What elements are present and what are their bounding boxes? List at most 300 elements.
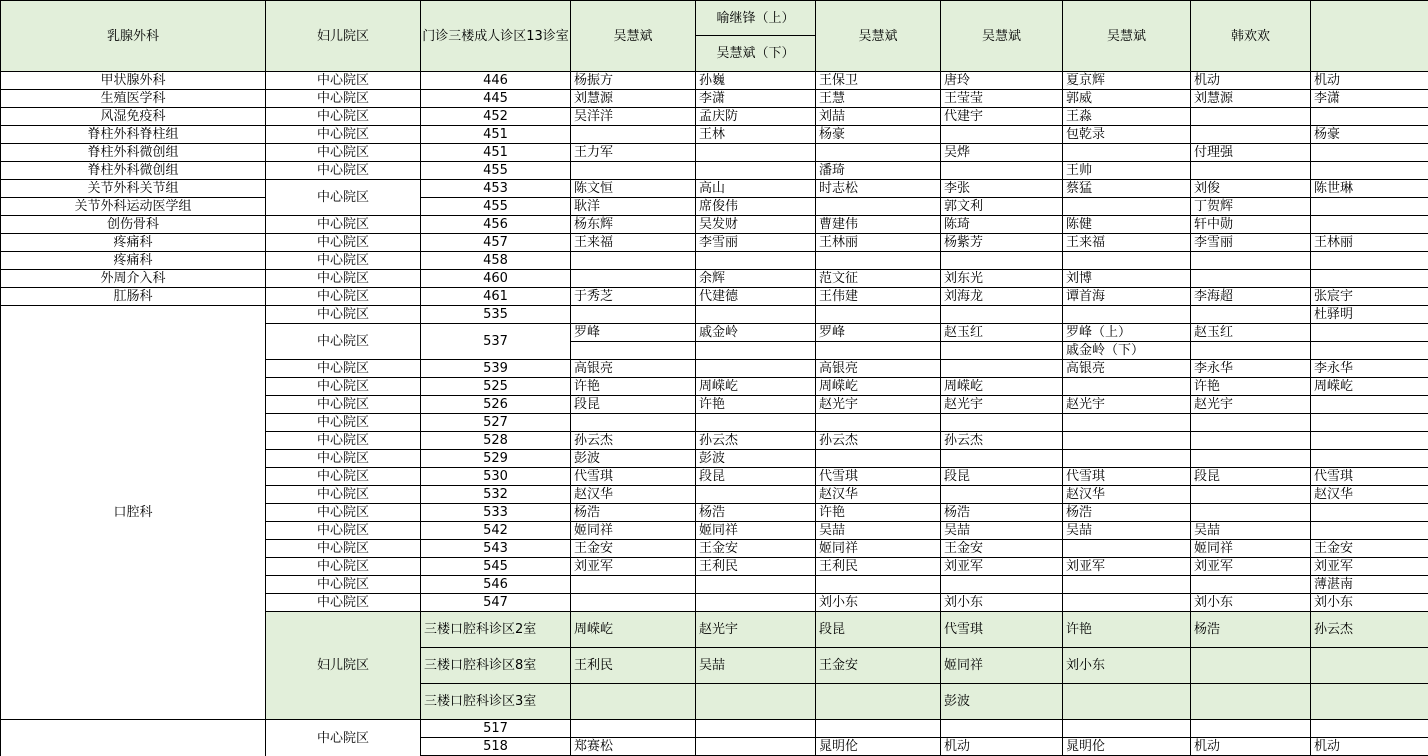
doctor-cell[interactable] <box>571 594 696 612</box>
doctor-cell[interactable]: 晁明伦 <box>1063 738 1191 756</box>
doctor-cell[interactable] <box>1063 594 1191 612</box>
doctor-cell[interactable]: 王利民 <box>571 648 696 684</box>
doctor-cell[interactable]: 罗峰 <box>816 324 941 342</box>
doctor-cell[interactable]: 机动 <box>1311 738 1428 756</box>
campus-cell[interactable]: 中心院区 <box>266 90 421 108</box>
doctor-cell[interactable] <box>1063 576 1191 594</box>
doctor-cell[interactable]: 吴喆 <box>1063 522 1191 540</box>
doctor-cell[interactable]: 许艳 <box>1063 612 1191 648</box>
doctor-cell[interactable]: 杜驿明 <box>1311 306 1428 324</box>
doctor-cell[interactable]: 刘亚军 <box>571 558 696 576</box>
doctor-cell[interactable] <box>696 306 816 324</box>
doctor-cell[interactable]: 姬同祥 <box>696 522 816 540</box>
doctor-cell[interactable]: 高银亮 <box>571 360 696 378</box>
doctor-cell[interactable]: 机动 <box>1191 738 1311 756</box>
doctor-cell[interactable] <box>1191 162 1311 180</box>
campus-cell[interactable]: 中心院区 <box>266 144 421 162</box>
doctor-cell[interactable]: 陈琦 <box>941 216 1063 234</box>
doctor-cell[interactable] <box>941 450 1063 468</box>
doctor-cell[interactable] <box>941 360 1063 378</box>
doctor-cell[interactable] <box>1191 252 1311 270</box>
doctor-cell[interactable]: 刘亚军 <box>941 558 1063 576</box>
doctor-cell[interactable]: 彭波 <box>571 450 696 468</box>
doctor-cell[interactable] <box>1191 720 1311 738</box>
doctor-cell[interactable]: 刘亚军 <box>1311 558 1428 576</box>
doctor-cell[interactable]: 段昆 <box>696 468 816 486</box>
doctor-cell[interactable] <box>816 198 941 216</box>
header-doctor-col-bottom[interactable]: 吴慧斌（下） <box>696 36 816 72</box>
doctor-cell[interactable]: 刘慧源 <box>1191 90 1311 108</box>
room-cell[interactable]: 525 <box>421 378 571 396</box>
doctor-cell[interactable] <box>1063 720 1191 738</box>
doctor-cell[interactable] <box>1311 522 1428 540</box>
doctor-cell[interactable]: 高银亮 <box>1063 360 1191 378</box>
doctor-cell[interactable] <box>1191 108 1311 126</box>
doctor-cell[interactable]: 姬同祥 <box>941 648 1063 684</box>
room-cell[interactable]: 539 <box>421 360 571 378</box>
doctor-cell[interactable]: 余辉 <box>696 270 816 288</box>
doctor-cell[interactable]: 孙云杰 <box>571 432 696 450</box>
department-cell[interactable]: 风湿免疫科 <box>0 108 266 126</box>
doctor-cell[interactable] <box>816 414 941 432</box>
room-cell[interactable]: 451 <box>421 144 571 162</box>
doctor-cell[interactable]: 刘小东 <box>1063 648 1191 684</box>
room-cell[interactable]: 456 <box>421 216 571 234</box>
doctor-cell[interactable] <box>696 684 816 720</box>
doctor-cell[interactable]: 曹建伟 <box>816 216 941 234</box>
room-cell[interactable]: 532 <box>421 486 571 504</box>
doctor-cell[interactable] <box>1311 324 1428 342</box>
department-cell[interactable]: 生殖医学科 <box>0 90 266 108</box>
doctor-cell[interactable]: 李潇 <box>696 90 816 108</box>
campus-cell[interactable]: 中心院区 <box>266 414 421 432</box>
doctor-cell[interactable] <box>1311 720 1428 738</box>
doctor-cell[interactable]: 赵汉华 <box>571 486 696 504</box>
doctor-cell[interactable]: 段昆 <box>941 468 1063 486</box>
doctor-cell[interactable]: 王金安 <box>696 540 816 558</box>
department-cell[interactable] <box>0 720 266 756</box>
doctor-cell[interactable]: 王林 <box>696 126 816 144</box>
doctor-cell[interactable]: 王金安 <box>571 540 696 558</box>
doctor-cell[interactable]: 王利民 <box>816 558 941 576</box>
doctor-cell[interactable]: 刘慧源 <box>571 90 696 108</box>
doctor-cell[interactable]: 王来福 <box>571 234 696 252</box>
doctor-cell[interactable]: 王林丽 <box>816 234 941 252</box>
doctor-cell[interactable] <box>1063 198 1191 216</box>
doctor-cell[interactable]: 刘博 <box>1063 270 1191 288</box>
doctor-cell[interactable] <box>571 414 696 432</box>
doctor-cell[interactable]: 李张 <box>941 180 1063 198</box>
room-cell[interactable]: 528 <box>421 432 571 450</box>
doctor-cell[interactable]: 谭首海 <box>1063 288 1191 306</box>
doctor-cell[interactable]: 赵汉华 <box>816 486 941 504</box>
doctor-cell[interactable]: 姬同祥 <box>1191 540 1311 558</box>
doctor-cell[interactable]: 郭威 <box>1063 90 1191 108</box>
doctor-cell[interactable]: 李雪丽 <box>1191 234 1311 252</box>
header-doctor-col[interactable]: 吴慧斌 <box>941 0 1063 72</box>
doctor-cell[interactable]: 李永华 <box>1311 360 1428 378</box>
doctor-cell[interactable]: 代雪琪 <box>941 612 1063 648</box>
doctor-cell[interactable]: 代雪琪 <box>571 468 696 486</box>
doctor-cell[interactable]: 陈世琳 <box>1311 180 1428 198</box>
room-cell[interactable]: 458 <box>421 252 571 270</box>
doctor-cell[interactable] <box>1311 414 1428 432</box>
doctor-cell[interactable]: 赵玉红 <box>1191 324 1311 342</box>
doctor-cell[interactable] <box>816 450 941 468</box>
doctor-cell[interactable]: 赵光宇 <box>816 396 941 414</box>
doctor-cell[interactable]: 付理强 <box>1191 144 1311 162</box>
doctor-cell[interactable] <box>571 684 696 720</box>
campus-cell[interactable]: 中心院区 <box>266 432 421 450</box>
doctor-cell[interactable]: 代雪琪 <box>1063 468 1191 486</box>
campus-cell[interactable]: 中心院区 <box>266 270 421 288</box>
doctor-cell[interactable] <box>1191 342 1311 360</box>
doctor-cell[interactable]: 刘小东 <box>941 594 1063 612</box>
room-cell[interactable]: 453 <box>421 180 571 198</box>
doctor-cell[interactable]: 李潇 <box>1311 90 1428 108</box>
room-cell-merged[interactable]: 537 <box>421 324 571 360</box>
doctor-cell[interactable]: 许艳 <box>1191 378 1311 396</box>
doctor-cell[interactable] <box>1311 684 1428 720</box>
doctor-cell[interactable]: 彭波 <box>696 450 816 468</box>
room-cell[interactable]: 445 <box>421 90 571 108</box>
doctor-cell[interactable] <box>1063 378 1191 396</box>
doctor-cell[interactable]: 李雪丽 <box>696 234 816 252</box>
doctor-cell[interactable] <box>1311 342 1428 360</box>
doctor-cell[interactable] <box>571 162 696 180</box>
doctor-cell[interactable]: 机动 <box>941 738 1063 756</box>
doctor-cell[interactable] <box>1311 504 1428 522</box>
doctor-cell[interactable]: 王力军 <box>571 144 696 162</box>
doctor-cell[interactable]: 罗峰 <box>571 324 696 342</box>
doctor-cell[interactable]: 段昆 <box>816 612 941 648</box>
department-cell[interactable]: 甲状腺外科 <box>0 72 266 90</box>
department-cell[interactable]: 关节外科运动医学组 <box>0 198 266 216</box>
doctor-cell[interactable] <box>1063 540 1191 558</box>
doctor-cell[interactable]: 潘琦 <box>816 162 941 180</box>
header-doctor-col[interactable]: 吴慧斌 <box>571 0 696 72</box>
doctor-cell[interactable] <box>1063 684 1191 720</box>
department-cell[interactable]: 脊柱外科微创组 <box>0 144 266 162</box>
doctor-cell[interactable]: 孙云杰 <box>941 432 1063 450</box>
doctor-cell[interactable] <box>1063 306 1191 324</box>
room-cell[interactable]: 518 <box>421 738 571 756</box>
doctor-cell[interactable]: 杨紫芳 <box>941 234 1063 252</box>
doctor-cell[interactable]: 薄湛南 <box>1311 576 1428 594</box>
doctor-cell[interactable] <box>696 720 816 738</box>
doctor-cell[interactable] <box>1063 432 1191 450</box>
department-cell-stomatology[interactable]: 口腔科 <box>0 306 266 720</box>
department-cell[interactable]: 外周介入科 <box>0 270 266 288</box>
doctor-cell[interactable]: 蔡猛 <box>1063 180 1191 198</box>
doctor-cell[interactable] <box>1311 648 1428 684</box>
doctor-cell[interactable] <box>1191 450 1311 468</box>
doctor-cell[interactable] <box>1311 198 1428 216</box>
room-cell[interactable]: 三楼口腔科诊区8室 <box>421 648 571 684</box>
room-cell[interactable]: 533 <box>421 504 571 522</box>
header-campus[interactable]: 妇儿院区 <box>266 0 421 72</box>
doctor-cell[interactable]: 轩中勋 <box>1191 216 1311 234</box>
doctor-cell[interactable] <box>941 720 1063 738</box>
doctor-cell[interactable]: 戚金岭 <box>696 324 816 342</box>
doctor-cell[interactable]: 戚金岭（下） <box>1063 342 1191 360</box>
header-doctor-col-top[interactable]: 喻继锋（上） <box>696 0 816 36</box>
doctor-cell[interactable] <box>571 720 696 738</box>
room-cell[interactable]: 547 <box>421 594 571 612</box>
doctor-cell[interactable]: 时志松 <box>816 180 941 198</box>
doctor-cell[interactable] <box>816 576 941 594</box>
doctor-cell[interactable]: 段昆 <box>1191 468 1311 486</box>
room-cell[interactable]: 457 <box>421 234 571 252</box>
campus-cell[interactable]: 中心院区 <box>266 288 421 306</box>
campus-cell[interactable]: 中心院区 <box>266 396 421 414</box>
room-cell[interactable]: 455 <box>421 198 571 216</box>
doctor-cell[interactable]: 孙巍 <box>696 72 816 90</box>
doctor-cell[interactable] <box>1063 252 1191 270</box>
doctor-cell[interactable] <box>571 576 696 594</box>
campus-cell[interactable]: 中心院区 <box>266 594 421 612</box>
doctor-cell[interactable] <box>696 144 816 162</box>
department-cell[interactable]: 关节外科关节组 <box>0 180 266 198</box>
doctor-cell[interactable] <box>941 306 1063 324</box>
doctor-cell[interactable]: 刘亚军 <box>1191 558 1311 576</box>
doctor-cell[interactable]: 许艳 <box>696 396 816 414</box>
doctor-cell[interactable] <box>1191 414 1311 432</box>
room-cell[interactable]: 三楼口腔科诊区3室 <box>421 684 571 720</box>
doctor-cell[interactable] <box>696 414 816 432</box>
doctor-cell[interactable] <box>696 576 816 594</box>
doctor-cell[interactable] <box>1191 126 1311 144</box>
doctor-cell[interactable] <box>1191 270 1311 288</box>
doctor-cell[interactable] <box>696 738 816 756</box>
doctor-cell[interactable]: 杨浩 <box>1191 612 1311 648</box>
campus-cell[interactable]: 中心院区 <box>266 72 421 90</box>
doctor-cell[interactable] <box>571 306 696 324</box>
doctor-cell[interactable]: 段昆 <box>571 396 696 414</box>
department-cell[interactable]: 疼痛科 <box>0 252 266 270</box>
campus-cell[interactable]: 中心院区 <box>266 522 421 540</box>
department-cell[interactable]: 创伤骨科 <box>0 216 266 234</box>
department-cell[interactable]: 疼痛科 <box>0 234 266 252</box>
doctor-cell[interactable]: 杨浩 <box>1063 504 1191 522</box>
doctor-cell[interactable]: 刘海龙 <box>941 288 1063 306</box>
doctor-cell[interactable]: 丁贺辉 <box>1191 198 1311 216</box>
doctor-cell[interactable]: 刘小东 <box>1311 594 1428 612</box>
doctor-cell[interactable]: 代雪琪 <box>1311 468 1428 486</box>
campus-cell[interactable]: 中心院区 <box>266 360 421 378</box>
doctor-cell[interactable]: 吴发财 <box>696 216 816 234</box>
doctor-cell[interactable]: 孙云杰 <box>816 432 941 450</box>
doctor-cell[interactable]: 代建德 <box>696 288 816 306</box>
doctor-cell[interactable] <box>941 414 1063 432</box>
campus-cell[interactable]: 中心院区 <box>266 378 421 396</box>
doctor-cell[interactable]: 王金安 <box>816 648 941 684</box>
doctor-cell[interactable]: 代雪琪 <box>816 468 941 486</box>
doctor-cell[interactable]: 王淼 <box>1063 108 1191 126</box>
campus-cell[interactable]: 中心院区 <box>266 468 421 486</box>
campus-cell-merged[interactable]: 中心院区 <box>266 180 421 216</box>
campus-cell[interactable]: 中心院区 <box>266 558 421 576</box>
doctor-cell[interactable]: 杨浩 <box>696 504 816 522</box>
room-cell[interactable]: 446 <box>421 72 571 90</box>
doctor-cell[interactable]: 刘喆 <box>816 108 941 126</box>
doctor-cell[interactable]: 孙云杰 <box>1311 612 1428 648</box>
doctor-cell[interactable] <box>571 252 696 270</box>
doctor-cell[interactable]: 王莹莹 <box>941 90 1063 108</box>
doctor-cell[interactable]: 吴洋洋 <box>571 108 696 126</box>
doctor-cell[interactable] <box>1063 144 1191 162</box>
department-cell[interactable]: 脊柱外科脊柱组 <box>0 126 266 144</box>
doctor-cell[interactable]: 代建宇 <box>941 108 1063 126</box>
doctor-cell[interactable]: 耿洋 <box>571 198 696 216</box>
doctor-cell[interactable]: 高山 <box>696 180 816 198</box>
doctor-cell[interactable] <box>696 360 816 378</box>
room-cell[interactable]: 543 <box>421 540 571 558</box>
room-cell[interactable]: 535 <box>421 306 571 324</box>
campus-cell[interactable]: 中心院区 <box>266 216 421 234</box>
campus-cell[interactable]: 中心院区 <box>266 108 421 126</box>
room-cell[interactable]: 460 <box>421 270 571 288</box>
campus-cell[interactable]: 中心院区 <box>266 540 421 558</box>
doctor-cell[interactable] <box>1191 486 1311 504</box>
doctor-cell[interactable]: 赵光宇 <box>696 612 816 648</box>
room-cell[interactable]: 452 <box>421 108 571 126</box>
header-room[interactable]: 门诊三楼成人诊区13诊室 <box>421 0 571 72</box>
campus-cell[interactable]: 中心院区 <box>266 126 421 144</box>
doctor-cell[interactable] <box>816 720 941 738</box>
room-cell[interactable]: 542 <box>421 522 571 540</box>
campus-cell[interactable]: 中心院区 <box>266 306 421 324</box>
doctor-cell[interactable]: 赵光宇 <box>1063 396 1191 414</box>
doctor-cell[interactable]: 赵玉红 <box>941 324 1063 342</box>
doctor-cell[interactable] <box>1311 216 1428 234</box>
doctor-cell[interactable]: 高银亮 <box>816 360 941 378</box>
doctor-cell[interactable]: 罗峰（上） <box>1063 324 1191 342</box>
doctor-cell[interactable]: 郑赛松 <box>571 738 696 756</box>
doctor-cell[interactable] <box>696 342 816 360</box>
doctor-cell[interactable]: 孙云杰 <box>696 432 816 450</box>
doctor-cell[interactable]: 赵光宇 <box>1191 396 1311 414</box>
doctor-cell[interactable]: 郭文利 <box>941 198 1063 216</box>
doctor-cell[interactable]: 机动 <box>1191 72 1311 90</box>
room-cell[interactable]: 526 <box>421 396 571 414</box>
doctor-cell[interactable]: 吴喆 <box>696 648 816 684</box>
header-doctor-col[interactable]: 吴慧斌 <box>816 0 941 72</box>
room-cell[interactable]: 455 <box>421 162 571 180</box>
doctor-cell[interactable]: 杨浩 <box>571 504 696 522</box>
doctor-cell[interactable] <box>1311 252 1428 270</box>
doctor-cell[interactable]: 夏京辉 <box>1063 72 1191 90</box>
doctor-cell[interactable]: 周嵘屹 <box>571 612 696 648</box>
campus-cell[interactable]: 中心院区 <box>266 450 421 468</box>
campus-cell[interactable]: 中心院区 <box>266 576 421 594</box>
doctor-cell[interactable] <box>1311 108 1428 126</box>
doctor-cell[interactable] <box>1191 648 1311 684</box>
doctor-cell[interactable] <box>1191 576 1311 594</box>
doctor-cell[interactable]: 赵汉华 <box>1063 486 1191 504</box>
doctor-cell[interactable]: 杨东辉 <box>571 216 696 234</box>
doctor-cell[interactable]: 许艳 <box>571 378 696 396</box>
doctor-cell[interactable] <box>1311 396 1428 414</box>
doctor-cell[interactable]: 唐玲 <box>941 72 1063 90</box>
doctor-cell[interactable]: 王来福 <box>1063 234 1191 252</box>
doctor-cell[interactable] <box>1311 450 1428 468</box>
doctor-cell[interactable]: 刘小东 <box>1191 594 1311 612</box>
department-cell[interactable]: 肛肠科 <box>0 288 266 306</box>
doctor-cell[interactable] <box>1311 270 1428 288</box>
doctor-cell[interactable] <box>1191 432 1311 450</box>
campus-cell[interactable]: 中心院区 <box>266 504 421 522</box>
doctor-cell[interactable]: 周嵘屹 <box>941 378 1063 396</box>
doctor-cell[interactable]: 姬同祥 <box>816 540 941 558</box>
room-cell[interactable]: 三楼口腔科诊区2室 <box>421 612 571 648</box>
doctor-cell[interactable] <box>1063 450 1191 468</box>
doctor-cell[interactable] <box>816 252 941 270</box>
doctor-cell[interactable]: 孟庆防 <box>696 108 816 126</box>
doctor-cell[interactable]: 刘亚军 <box>1063 558 1191 576</box>
room-cell[interactable]: 546 <box>421 576 571 594</box>
doctor-cell[interactable]: 王金安 <box>1311 540 1428 558</box>
doctor-cell[interactable] <box>941 126 1063 144</box>
doctor-cell[interactable] <box>571 270 696 288</box>
doctor-cell[interactable] <box>1063 414 1191 432</box>
room-cell[interactable]: 527 <box>421 414 571 432</box>
doctor-cell[interactable]: 姬同祥 <box>571 522 696 540</box>
doctor-cell[interactable]: 杨豪 <box>816 126 941 144</box>
campus-cell[interactable]: 中心院区 <box>266 162 421 180</box>
doctor-cell[interactable]: 赵汉华 <box>1311 486 1428 504</box>
doctor-cell[interactable]: 机动 <box>1311 72 1428 90</box>
header-department[interactable]: 乳腺外科 <box>0 0 266 72</box>
room-cell[interactable]: 530 <box>421 468 571 486</box>
campus-cell[interactable]: 中心院区 <box>266 720 421 756</box>
doctor-cell[interactable]: 刘俊 <box>1191 180 1311 198</box>
campus-cell[interactable]: 中心院区 <box>266 234 421 252</box>
doctor-cell[interactable]: 陈健 <box>1063 216 1191 234</box>
doctor-cell[interactable] <box>941 342 1063 360</box>
doctor-cell[interactable]: 吴喆 <box>941 522 1063 540</box>
doctor-cell[interactable] <box>816 342 941 360</box>
header-doctor-col[interactable]: 韩欢欢 <box>1191 0 1311 72</box>
doctor-cell[interactable] <box>1191 504 1311 522</box>
doctor-cell[interactable] <box>571 342 696 360</box>
doctor-cell[interactable]: 吴喆 <box>1191 522 1311 540</box>
doctor-cell[interactable]: 王慧 <box>816 90 941 108</box>
doctor-cell[interactable] <box>816 684 941 720</box>
doctor-cell[interactable]: 于秀芝 <box>571 288 696 306</box>
doctor-cell[interactable]: 王林丽 <box>1311 234 1428 252</box>
doctor-cell[interactable] <box>941 576 1063 594</box>
doctor-cell[interactable] <box>1311 432 1428 450</box>
doctor-cell[interactable]: 王帅 <box>1063 162 1191 180</box>
doctor-cell[interactable]: 彭波 <box>941 684 1063 720</box>
doctor-cell[interactable]: 刘东光 <box>941 270 1063 288</box>
room-cell[interactable]: 529 <box>421 450 571 468</box>
header-doctor-col[interactable]: 吴慧斌 <box>1063 0 1191 72</box>
doctor-cell[interactable] <box>941 162 1063 180</box>
doctor-cell[interactable] <box>696 486 816 504</box>
doctor-cell[interactable] <box>1311 144 1428 162</box>
doctor-cell[interactable]: 赵光宇 <box>941 396 1063 414</box>
doctor-cell[interactable]: 陈文恒 <box>571 180 696 198</box>
doctor-cell[interactable] <box>696 594 816 612</box>
doctor-cell[interactable] <box>571 126 696 144</box>
campus-cell-merged[interactable]: 中心院区 <box>266 324 421 360</box>
doctor-cell[interactable] <box>696 252 816 270</box>
doctor-cell[interactable] <box>1191 306 1311 324</box>
campus-cell-fuer[interactable]: 妇儿院区 <box>266 612 421 720</box>
doctor-cell[interactable] <box>1311 162 1428 180</box>
